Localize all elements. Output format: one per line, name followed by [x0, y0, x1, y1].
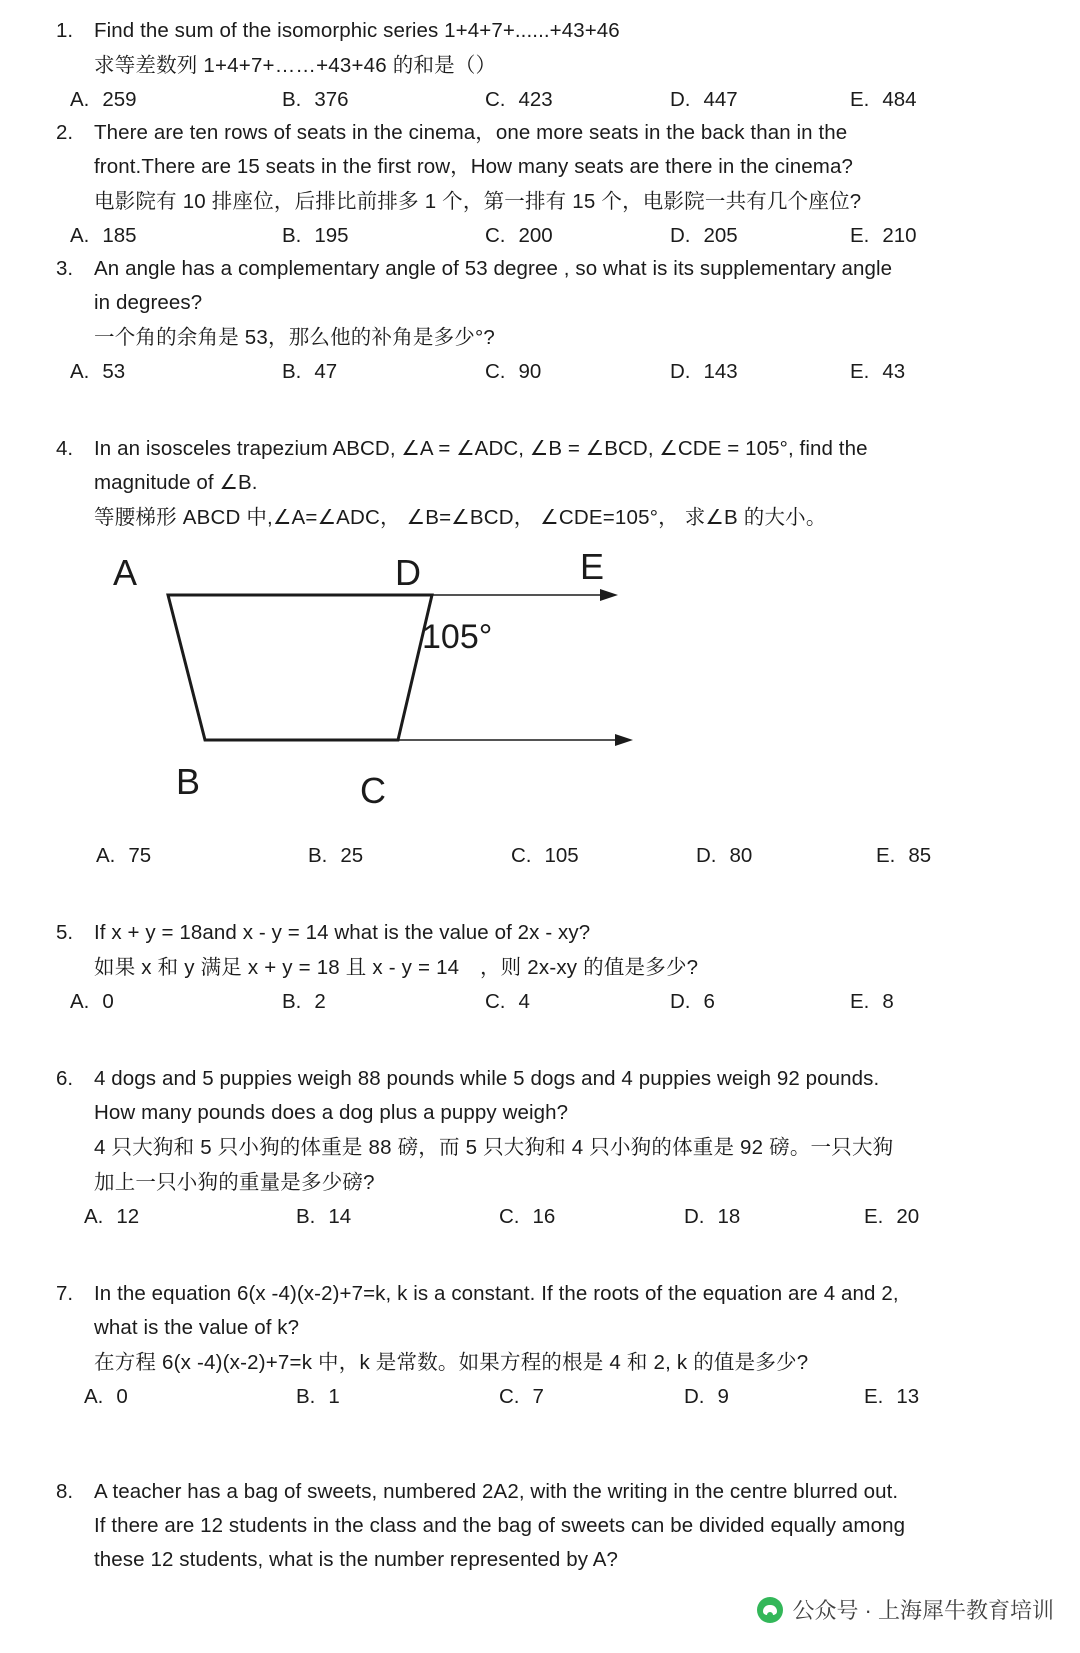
option-label: C.	[485, 224, 506, 247]
question-1	[0, 14, 1080, 83]
option-e[interactable]	[850, 355, 905, 388]
option-value: 47	[314, 360, 338, 383]
question-text-en: If there are 12 students in the class and the bag of sweets can be divided equally among	[94, 1514, 906, 1537]
option-label: B.	[282, 88, 302, 111]
option-label: E.	[850, 224, 870, 247]
question-3	[0, 252, 1080, 355]
question-text-cn: 如果 x 和 y 满足 x + y = 18 且 x - y = 14 ，则 2x-xy 的值是多少?	[94, 956, 699, 979]
question-text-cn: 电影院有 10 排座位，后排比前排多 1 个，第一排有 15 个，电影院一共有几个座位?	[94, 190, 862, 213]
watermark	[757, 1594, 1054, 1625]
option-label: A.	[84, 1385, 104, 1408]
question-text-en: front.There are 15 seats in the first row，How many seats are there in the cinema?	[94, 155, 853, 178]
question-text-en: If x + y = 18and x - y = 14 what is the value of 2x - xy?	[94, 921, 591, 944]
option-label: A.	[96, 844, 116, 867]
question-text-en: what is the value of k?	[94, 1316, 300, 1339]
trapezium-outline	[168, 595, 432, 740]
option-value: 43	[882, 360, 906, 383]
option-label: C.	[485, 360, 506, 383]
watermark-text: 公众号 · 上海犀牛教育培训	[792, 1598, 1054, 1623]
question-text-cn: 等腰梯形 ABCD 中,∠A=∠ADC， ∠B=∠BCD， ∠CDE=105°， 求∠B 的大小。	[94, 506, 827, 529]
option-value: 484	[882, 88, 917, 111]
vertex-label-b: B	[176, 761, 201, 802]
option-e[interactable]	[864, 1380, 919, 1413]
option-value: 16	[532, 1205, 556, 1228]
option-label: A.	[70, 990, 90, 1013]
vertex-label-d: D	[395, 552, 421, 593]
options-row-q4	[0, 839, 1080, 872]
question-text-en: How many pounds does a dog plus a puppy weigh?	[94, 1101, 569, 1124]
option-label: B.	[282, 360, 302, 383]
question-text-cn: 一个角的余角是 53，那么他的补角是多少°?	[94, 326, 495, 349]
question-text-en: In the equation 6(x -4)(x-2)+7=k, k is a constant. If the roots of the equation are 4 and 2,	[94, 1282, 899, 1305]
question-number: 5.	[56, 921, 74, 944]
option-value: 423	[518, 88, 553, 111]
option-d[interactable]	[684, 1200, 864, 1233]
option-value: 7	[532, 1385, 544, 1408]
option-d[interactable]	[670, 355, 850, 388]
option-label: E.	[876, 844, 896, 867]
angle-label-105: 105°	[422, 618, 493, 656]
question-text-cn: 4 只大狗和 5 只小狗的体重是 88 磅，而 5 只大狗和 4 只小狗的体重是 92 磅。一只大狗	[94, 1136, 894, 1159]
option-label: E.	[864, 1385, 884, 1408]
option-value: 195	[314, 224, 349, 247]
question-text-cn: 加上一只小狗的重量是多少磅?	[94, 1171, 375, 1194]
option-label: B.	[282, 224, 302, 247]
option-label: C.	[511, 844, 532, 867]
option-b[interactable]	[282, 219, 485, 252]
question-4	[0, 432, 1080, 535]
option-value: 210	[882, 224, 917, 247]
option-label: A.	[70, 224, 90, 247]
option-e[interactable]	[864, 1200, 919, 1233]
question-text-en: these 12 students, what is the number represented by A?	[94, 1548, 619, 1571]
options-row-q2	[0, 219, 1080, 252]
option-label: B.	[282, 990, 302, 1013]
option-value: 13	[896, 1385, 920, 1408]
question-text-en: 4 dogs and 5 puppies weigh 88 pounds while 5 dogs and 4 puppies weigh 92 pounds.	[94, 1067, 880, 1090]
option-value: 12	[116, 1205, 140, 1228]
option-label: C.	[499, 1385, 520, 1408]
option-value: 8	[882, 990, 894, 1013]
option-a[interactable]	[70, 985, 282, 1018]
option-a[interactable]	[84, 1200, 296, 1233]
option-c[interactable]	[485, 985, 670, 1018]
question-number: 6.	[56, 1067, 74, 1090]
option-e[interactable]	[876, 839, 931, 872]
question-6	[0, 1062, 1080, 1200]
option-label: E.	[864, 1205, 884, 1228]
option-value: 0	[116, 1385, 128, 1408]
question-text-en: in degrees?	[94, 291, 203, 314]
option-c[interactable]	[499, 1200, 684, 1233]
option-value: 85	[908, 844, 932, 867]
option-label: D.	[670, 360, 691, 383]
option-label: C.	[499, 1205, 520, 1228]
option-c[interactable]	[485, 219, 670, 252]
question-7	[0, 1277, 1080, 1380]
option-label: D.	[670, 88, 691, 111]
option-value: 4	[518, 990, 530, 1013]
option-label: D.	[670, 224, 691, 247]
option-value: 9	[717, 1385, 729, 1408]
option-c[interactable]	[485, 83, 670, 116]
question-text-en: In an isosceles trapezium ABCD, ∠A = ∠ADC, ∠B = ∠BCD, ∠CDE = 105°, find the	[94, 437, 868, 460]
option-value: 259	[102, 88, 137, 111]
option-label: E.	[850, 990, 870, 1013]
option-value: 2	[314, 990, 326, 1013]
option-b[interactable]	[282, 83, 485, 116]
option-c[interactable]	[511, 839, 696, 872]
option-label: C.	[485, 88, 506, 111]
option-value: 143	[703, 360, 738, 383]
option-a[interactable]	[96, 839, 308, 872]
vertex-label-e: E	[580, 547, 605, 587]
option-b[interactable]	[282, 985, 485, 1018]
option-label: D.	[684, 1205, 705, 1228]
trapezium-figure	[0, 547, 1080, 839]
option-d[interactable]	[670, 219, 850, 252]
option-d[interactable]	[696, 839, 876, 872]
option-d[interactable]	[670, 985, 850, 1018]
option-value: 90	[518, 360, 542, 383]
question-text-en: An angle has a complementary angle of 53 degree , so what is its supplementary angle	[94, 257, 893, 280]
question-8	[0, 1475, 1080, 1577]
option-value: 18	[717, 1205, 741, 1228]
question-number: 4.	[56, 437, 74, 460]
option-label: A.	[70, 88, 90, 111]
option-b[interactable]	[296, 1200, 499, 1233]
option-value: 185	[102, 224, 137, 247]
option-a[interactable]	[70, 83, 282, 116]
question-number: 3.	[56, 257, 74, 280]
question-2	[0, 116, 1080, 219]
question-text-cn: 在方程 6(x -4)(x-2)+7=k 中，k 是常数。如果方程的根是 4 和 2, k 的值是多少?	[94, 1351, 809, 1374]
option-label: B.	[296, 1385, 316, 1408]
options-row-q1	[0, 83, 1080, 116]
option-label: E.	[850, 88, 870, 111]
option-value: 205	[703, 224, 738, 247]
option-label: D.	[670, 990, 691, 1013]
wechat-official-account-icon	[757, 1597, 783, 1623]
question-text-en: magnitude of ∠B.	[94, 471, 258, 494]
option-value: 105	[544, 844, 579, 867]
option-value: 447	[703, 88, 738, 111]
option-label: E.	[850, 360, 870, 383]
option-d[interactable]	[670, 83, 850, 116]
option-a[interactable]	[70, 355, 282, 388]
option-value: 376	[314, 88, 349, 111]
option-value: 75	[128, 844, 152, 867]
option-e[interactable]	[850, 219, 917, 252]
question-number: 8.	[56, 1480, 74, 1503]
option-label: D.	[684, 1385, 705, 1408]
options-row-q3	[0, 355, 1080, 388]
option-value: 200	[518, 224, 553, 247]
question-number: 1.	[56, 19, 74, 42]
option-e[interactable]	[850, 985, 894, 1018]
option-b[interactable]	[308, 839, 511, 872]
option-label: B.	[296, 1205, 316, 1228]
question-number: 2.	[56, 121, 74, 144]
option-b[interactable]	[282, 355, 485, 388]
vertex-label-c: C	[360, 770, 386, 811]
option-label: B.	[308, 844, 328, 867]
question-5	[0, 916, 1080, 985]
option-b[interactable]	[296, 1380, 499, 1413]
option-a[interactable]	[84, 1380, 296, 1413]
option-label: A.	[70, 360, 90, 383]
options-row-q7	[0, 1380, 1080, 1413]
option-value: 20	[896, 1205, 920, 1228]
option-label: D.	[696, 844, 717, 867]
option-d[interactable]	[684, 1380, 864, 1413]
option-label: C.	[485, 990, 506, 1013]
trapezium-diagram-svg	[0, 547, 720, 839]
option-value: 53	[102, 360, 126, 383]
question-number: 7.	[56, 1282, 74, 1305]
vertex-label-a: A	[113, 552, 138, 593]
option-value: 0	[102, 990, 114, 1013]
option-value: 1	[328, 1385, 340, 1408]
option-value: 6	[703, 990, 715, 1013]
option-c[interactable]	[485, 355, 670, 388]
option-a[interactable]	[70, 219, 282, 252]
option-value: 14	[328, 1205, 352, 1228]
question-text-en: Find the sum of the isomorphic series 1+4+7+......+43+46	[94, 19, 620, 42]
upper-ray-arrowhead	[600, 589, 618, 601]
question-text-en: There are ten rows of seats in the cinema，one more seats in the back than in the	[94, 121, 848, 144]
option-e[interactable]	[850, 83, 917, 116]
option-value: 25	[340, 844, 364, 867]
options-row-q5	[0, 985, 1080, 1018]
options-row-q6	[0, 1200, 1080, 1233]
option-label: A.	[84, 1205, 104, 1228]
question-text-en: A teacher has a bag of sweets, numbered 2A2, with the writing in the centre blurred out.	[94, 1480, 899, 1503]
option-value: 80	[729, 844, 753, 867]
lower-ray-arrowhead	[615, 734, 633, 746]
question-text-cn: 求等差数列 1+4+7+……+43+46 的和是（）	[94, 54, 497, 77]
option-c[interactable]	[499, 1380, 684, 1413]
